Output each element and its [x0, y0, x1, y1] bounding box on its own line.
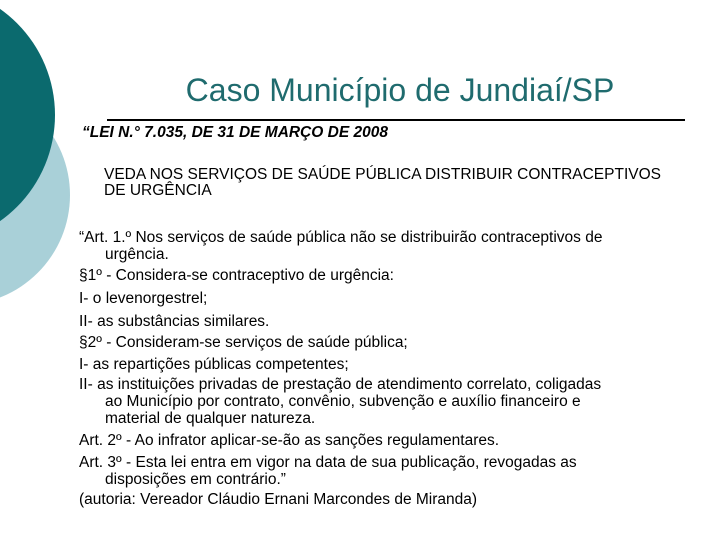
- law-title: “LEI N.° 7.035, DE 31 DE MARÇO DE 2008: [82, 124, 388, 141]
- article-3-line-1: Art. 3º - Esta lei entra em vigor na data de sua publicação, revogadas as: [79, 454, 577, 471]
- paragraph-2-item-i: I- as repartições públicas competentes;: [79, 356, 349, 373]
- authorship-note: (autoria: Vereador Cláudio Ernani Marcondes de Miranda): [79, 491, 478, 508]
- article-1-line-1: “Art. 1.º Nos serviços de saúde pública não se distribuirão contraceptivos de: [79, 229, 603, 246]
- article-1: [79, 229, 720, 263]
- paragraph-1-item-ii: II- as substâncias similares.: [79, 313, 270, 330]
- paragraph-2-item-ii-line-2: ao Município por contrato, convênio, subvenção e auxílio financeiro e: [105, 393, 581, 410]
- article-1-line-2: urgência.: [105, 246, 169, 263]
- article-2: Art. 2º - Ao infrator aplicar-se-ão as sanções regulamentares.: [79, 432, 500, 449]
- slide-title: Caso Município de Jundiaí/SP: [185, 72, 615, 108]
- paragraph-1-item-i: I- o levenorgestrel;: [79, 290, 208, 307]
- article-3: [79, 454, 720, 488]
- law-subtitle: VEDA NOS SERVIÇOS DE SAÚDE PÚBLICA DISTRIBUIR CONTRACEPTIVOS DE URGÊNCIA: [104, 166, 661, 199]
- paragraph-2-item-ii-line-1: II- as instituições privadas de prestação de atendimento correlato, coligadas: [79, 376, 602, 393]
- paragraph-2-item-ii: [79, 376, 720, 427]
- paragraph-1: §1º - Considera-se contraceptivo de urgência:: [79, 267, 394, 284]
- article-3-line-2: disposições em contrário.”: [105, 471, 286, 488]
- paragraph-2-item-ii-line-3: material de qualquer natureza.: [105, 410, 316, 427]
- title-underline: [107, 119, 685, 121]
- paragraph-2: §2º - Consideram-se serviços de saúde pública;: [79, 334, 408, 351]
